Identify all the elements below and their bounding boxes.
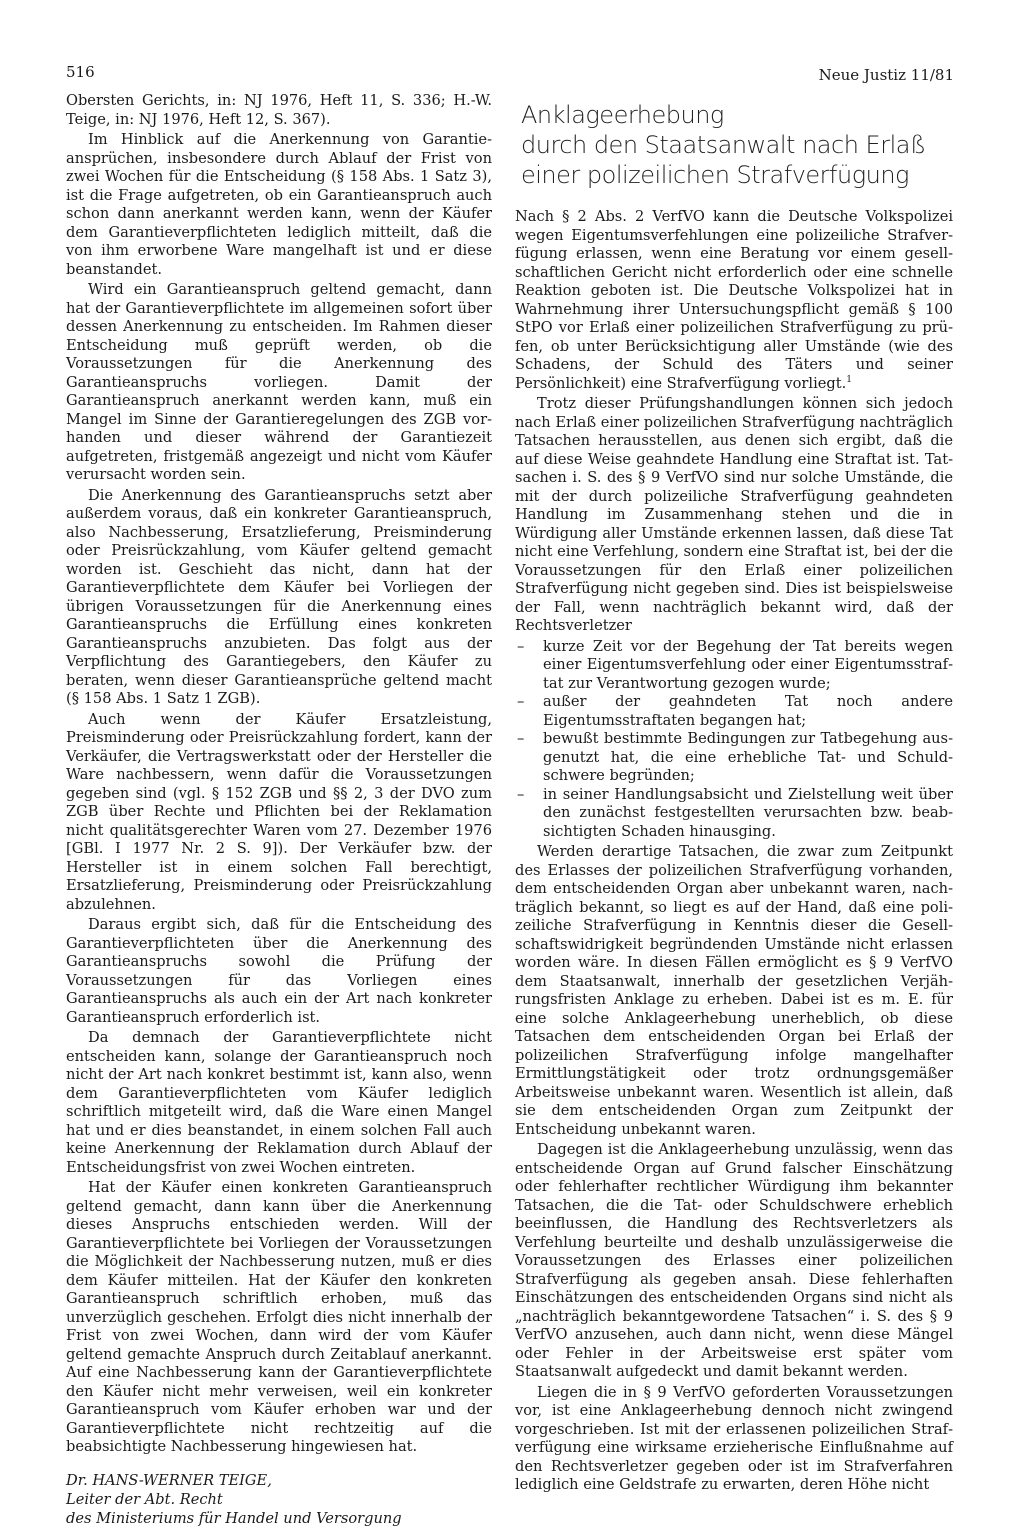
paragraph: Liegen die in § 9 VerfVO geforderten Voraussetzungen vor, ist eine Anklageerhebung dennoch nicht zwingend vorgeschrieben. Ist mit der erlassenen polizeilichen Strafverfügung eine wirksame erzieherische Einflußnahme auf den Rechtsverletzer gegeben oder ist im Strafverfahren lediglich eine Geldstrafe zu erwarten, deren Höhe nicht <box>515 1383 953 1493</box>
author-organization: des Ministeriums für Handel und Versorgung <box>66 1509 402 1527</box>
paragraph: Werden derartige Tatsachen, die zwar zum Zeitpunkt des Erlasses der polizeilichen Strafverfügung vorhanden, dem entscheidenden Organ aber unbekannt waren, nachträglich bekannt, so liegt es auf der Hand, daß eine polizeiliche Strafverfügung in Kenntnis dieser die Gesellschaftswidrigkeit begründenden Umstände nicht erlassen worden wäre. In diesen Fällen ermöglicht es § 9 VerfVO dem Staatsanwalt, innerhalb der gesetzlichen Verjährungsfristen Anklage zu erheben. Dabei ist es m. E. für eine solche Anklageerhebung unerheblich, ob diese Tatsachen dem entscheidenden Organ bei Erlaß der polizeilichen Strafverfügung infolge mangelhafter Ermittlungstätigkeit oder trotz ordnungsgemäßer Arbeitsweise unbekannt waren. Wesentlich ist allein, daß sie dem entscheidenden Organ zum Zeitpunkt der Entscheidung unbekannt waren. <box>515 843 953 1138</box>
paragraph: Trotz dieser Prüfungshandlungen können sich jedoch nach Erlaß einer polizeilichen Strafverfügung nachträglich Tatsachen herausstellen, aus denen sich ergibt, daß die auf diese Weise geahndete Handlung eine Straftat ist. Tatsachen i. S. des § 9 VerfVO sind nur solche Umstände, die mit der durch polizeiliche Strafverfügung geahndeten Handlung im Zusammenhang stehen und die in Würdigung aller Umstände erkennen lassen, daß diese Tat nicht eine Verfehlung, sondern eine Straftat ist, bei der die Voraussetzungen für den Erlaß einer polizeilichen Strafverfügung nicht gegeben sind. Dies ist beispielsweise der Fall, wenn nachträglich bekannt wird, daß der Rechtsverletzer <box>515 395 953 634</box>
paragraph: Wird ein Garantieanspruch geltend gemacht, dann hat der Garantieverpflichtete im allgemeinen sofort über dessen Anerkennung zu entscheiden. Im Rahmen dieser Entscheidung muß geprüft werden, ob die Voraussetzungen für die Anerkennung des Garantieanspruchs vorliegen. Damit der Garantieanspruch anerkannt werden kann, muß ein Mangel im Sinne der Garantieregelungen des ZGB vorhanden und dieser während der Garantiezeit aufgetreten, fristgemäß angezeigt und nicht vom Käufer verursacht worden sein. <box>66 281 492 483</box>
left-column <box>66 92 492 1528</box>
paragraph <box>515 208 953 393</box>
headline-line: einer polizeilichen Strafverfügung <box>521 161 909 189</box>
paragraph: Da demnach der Garantieverpflichtete nicht entscheiden kann, solange der Garantieanspruch noch nicht der Art nach konkret bestimmt ist, kann also, wenn dem Garantieverpflichteten vom Käufer lediglich schriftlich mitgeteilt wird, daß die Ware einen Mangel hat und er dies beanstandet, in einem solchen Fall auch keine Anerkennung der Reklamation durch Ablauf der Entscheidungsfrist von zwei Wochen eintreten. <box>66 1029 492 1176</box>
author-role: Leiter der Abt. Recht <box>66 1490 223 1508</box>
page-number: 516 <box>66 63 95 81</box>
paragraph: Obersten Gerichts, in: NJ 1976, Heft 11, S. 336; H.-W. Teige, in: NJ 1976, Heft 12, S. 367). <box>66 92 492 128</box>
list-item <box>515 693 953 730</box>
paragraph: Dagegen ist die Anklageerhebung unzulässig, wenn das entscheidende Organ auf Grund falscher Einschätzung oder fehlerhafter rechtlicher Würdigung ihm bekannter Tatsachen, die die Tat- oder Schuldschwere erheblich beeinflussen, die Handlung des Rechtsverletzers als Verfehlung beurteilte und deshalb unzulässigerweise die Voraussetzungen des Erlasses einer polizeilichen Strafverfügung als gegeben ansah. Diese fehlerhaften Einschätzungen des entscheidenden Organs sind nicht als „nachträglich bekanntgewordene Tatsachen“ i. S. des § 9 VerfVO anzusehen, auch dann nicht, wenn diese Mängel oder Fehler in der Arbeitsweise erst später vom Staatsanwalt aufgedeckt und damit bekannt werden. <box>515 1141 953 1380</box>
list-item <box>515 786 953 842</box>
author-signature <box>66 1471 492 1528</box>
condition-list <box>515 638 953 842</box>
paragraph: Im Hinblick auf die Anerkennung von Garantieansprüchen, insbesondere durch Ablauf der Frist von zwei Wochen für die Entscheidung (§ 158 Abs. 1 Satz 3), ist die Frage aufgetreten, ob ein Garantieanspruch auch schon dann anerkannt werden kann, wenn der Käufer dem Garantieverpflichteten lediglich mitteilt, daß die von ihm erworbene Ware mangelhaft ist und er diese beanstandet. <box>66 131 492 278</box>
paragraph: Hat der Käufer einen konkreten Garantieanspruch geltend gemacht, dann kann über die Anerkennung dieses Anspruchs entschieden werden. Will der Garantieverpflichtete bei Vorliegen der Voraussetzungen die Möglichkeit der Nachbesserung nutzen, muß er dies dem Käufer mitteilen. Hat der Käufer den konkreten Garantieanspruch schriftlich erhoben, muß das unverzüglich geschehen. Erfolgt dies nicht innerhalb der Frist von zwei Wochen, dann wird der vom Käufer geltend gemachte Anspruch durch Zeitablauf anerkannt. Auf eine Nachbesserung kann der Garantieverpflichtete den Käufer nicht mehr verweisen, weil ein konkreter Garantieanspruch vom Käufer erhoben war und der Garantieverpflichtete nicht rechtzeitig auf die beabsichtigte Nachbesserung hingewiesen hat. <box>66 1179 492 1455</box>
article-headline <box>521 100 953 190</box>
paragraph: Auch wenn der Käufer Ersatzleistung, Preisminderung oder Preisrückzahlung fordert, kann der Verkäufer, die Vertragswerkstatt oder der Hersteller die Ware nachbessern, wenn dafür die Voraussetzungen gegeben sind (vgl. § 152 ZGB und §§ 2, 3 der DVO zum ZGB über Rechte und Pflichten bei der Reklamation nicht qualitätsgerechter Waren vom 27. Dezember 1976 [GBl. I 1977 Nr. 2 S. 9]). Der Verkäufer bzw. der Hersteller ist in einem solchen Fall berechtigt, Ersatzlieferung, Preisminderung oder Preisrückzahlung abzulehnen. <box>66 710 492 913</box>
journal-issue: Neue Justiz 11/81 <box>818 66 954 84</box>
list-item-text: bewußt bestimmte Bedingungen zur Tatbegehung ausgenutzt hat, die eine erhebliche Tat- und Schuldschwere begründen; <box>543 730 953 784</box>
list-item-text: außer der geahndeten Tat noch andere Eigentumsstraftaten begangen hat; <box>543 693 953 729</box>
dash-bullet: – <box>517 730 525 747</box>
list-item <box>515 730 953 786</box>
headline-line: durch den Staatsanwalt nach Erlaß <box>521 131 926 159</box>
right-column <box>515 92 953 1497</box>
list-item <box>515 638 953 694</box>
headline-line: Anklageerhebung <box>521 101 724 129</box>
list-item-text: kurze Zeit vor der Begehung der Tat bereits wegen einer Eigentumsverfehlung oder einer Eigentumsstraftat zur Verantwortung gezogen wurde; <box>543 637 953 692</box>
list-item-text: in seiner Handlungsabsicht und Zielstellung weit über den zunächst festgestellten verursachten bzw. beabsichtigten Schaden hinausging. <box>543 785 953 840</box>
dash-bullet: – <box>517 637 525 655</box>
dash-bullet: – <box>517 785 525 803</box>
dash-bullet: – <box>517 693 525 710</box>
paragraph: Die Anerkennung des Garantieanspruchs setzt aber außerdem voraus, daß ein konkreter Garantieanspruch, also Nachbesserung, Ersatzlieferung, Preisminderung oder Preisrückzahlung, vom Käufer geltend gemacht worden ist. Geschieht das nicht, dann hat der Garantieverpflichtete dem Käufer bei Vorliegen der übrigen Voraussetzungen für die Anerkennung eines Garantieanspruchs die Erfüllung eines konkreten Garantieanspruchs anzubieten. Das folgt aus der Verpflichtung des Garantiegebers, den Käufer zu beraten, wenn dieser Garantieansprüche geltend macht (§ 158 Abs. 1 Satz 1 ZGB). <box>66 486 492 707</box>
author-name: Dr. HANS-WERNER TEIGE, <box>66 1471 272 1489</box>
paragraph: Daraus ergibt sich, daß für die Entscheidung des Garantieverpflichteten über die Anerkennung des Garantieanspruchs sowohl die Prüfung der Voraussetzungen für das Vorliegen eines Garantieanspruchs als auch ein der Art nach konkreter Garantieanspruch erforderlich ist. <box>66 916 492 1026</box>
paragraph-text: Nach § 2 Abs. 2 VerfVO kann die Deutsche Volkspolizei wegen Eigentumsverfehlungen eine polizeiliche Strafverfügung erlassen, wenn eine Beratung vor einem gesellschaftlichen Gericht nicht erforderlich oder eine schnelle Reaktion geboten ist. Die Deutsche Volkspolizei hat in Wahrnehmung ihrer Untersuchungspflicht gemäß § 100 StPO vor Erlaß einer polizeilichen Strafverfügung zu prüfen, ob unter Berücksichtigung aller Umstände (wie des Schadens, der Schuld des Täters und seiner Persönlichkeit) eine Strafverfügung vorliegt. <box>515 208 953 392</box>
footnote-marker: 1 <box>846 374 852 385</box>
